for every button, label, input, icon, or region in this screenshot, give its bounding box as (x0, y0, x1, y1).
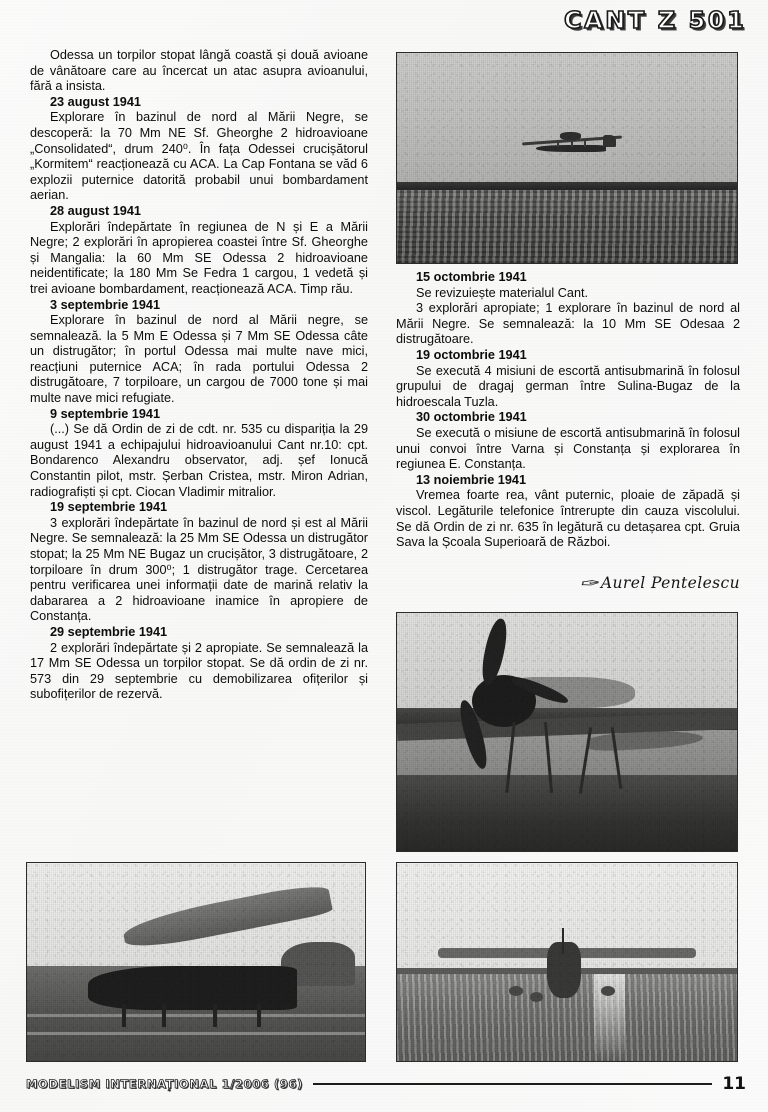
date-heading: 15 octombrie 1941 (416, 270, 527, 284)
slipway-rail (27, 1014, 365, 1017)
right-text-column (396, 270, 740, 551)
photo-wave-texture (397, 190, 737, 264)
photo-aircraft-on-cradle (26, 862, 366, 1062)
body-paragraph: Explorare în bazinul de nord al Mării Negre, se descoperă: la 70 Mm NE Sf. Gheorghe 2 hidroavioane „Consolidated“, drum 240⁰. În fața Odessei crucișătorul „Kormitem“ reacționează cu ACA. La Cap Fontana se văd 6 explozii puternice datorită probabil unui bombardament aerian. (30, 110, 368, 203)
photo-aircraft-in-flight (396, 52, 738, 264)
aircraft-strut (571, 140, 573, 147)
author-name: Aurel Pentelescu (600, 574, 740, 592)
body-paragraph: Odessa un torpilor stopat lângă coastă și două avioane de vânătoare care au încercat un atac asupra avioanului, fără a insista. (30, 48, 368, 94)
mooring-buoy (509, 986, 523, 996)
body-paragraph: 2 explorări îndepărtate și 2 apropiate. Se semnalează la 17 Mm SE Odessa un torpilor stopat. Se dă ordin de zi nr. 573 din 29 septembrie cu demobilizarea ofițerilor și subofițerilor de rezervă. (30, 640, 368, 702)
body-paragraph: 3 explorări apropiate; 1 explorare în bazinul de nord al Mării Negre. Se semnalează: la 10 Mm SE Odesaa 2 distrugătoare. (396, 301, 740, 347)
pen-flourish-icon: ✑ (577, 575, 601, 593)
aircraft-silhouette (533, 131, 615, 158)
body-paragraph: Vremea foarte rea, vânt puternic, ploaie de zăpadă și viscol. Legăturile telefonice întrerupte din cauza viscolului. Se dă Ordin de zi nr. 635 în legătură cu detașarea cpt. Gruia Sava la Școala Superioară de Război. (396, 488, 740, 550)
body-paragraph: Se execută o misiune de escortă antisubmarină în folosul unui convoi între Varna și Constanța și explorarea în regiunea E. Constanța. (396, 425, 740, 472)
date-heading: 19 octombrie 1941 (416, 347, 527, 362)
body-paragraph: (...) Se dă Ordin de zi de cdt. nr. 535 cu dispariția la 29 august 1941 a echipajului hidroavioanului Cant nr.10: cpt. Bondarenco Alexandru observator, adj. șef Ionucă Constantin pilot, mstr. Șerban Cristea, mstr. Miron Adrian, radiografiști și cpt. Ciocan Vladimir mitralior. (30, 422, 368, 499)
body-paragraph: Se execută 4 misiuni de escortă antisubmarină în folosul grupului de dragaj german între Sulina-Bugaz de la hidroescala Tuzla. (396, 363, 740, 409)
photo-sky (397, 53, 737, 185)
aircraft-strut (557, 140, 559, 147)
date-heading: 23 august 1941 (50, 94, 141, 109)
cradle-leg (162, 1004, 166, 1028)
mooring-buoy (601, 986, 615, 996)
date-heading: 3 septembrie 1941 (50, 297, 161, 312)
photo-aircraft-moored (396, 862, 738, 1062)
cradle-leg (122, 1004, 126, 1028)
author-signature (560, 574, 740, 592)
left-text-column (30, 48, 368, 703)
aircraft-tail (603, 135, 616, 147)
body-paragraph: 3 explorări îndepărtate în bazinul de nord și est al Mării Negre. Se semnalează: la 25 Mm SE Odessa un distrugător stopat; la 25 Mm NE Bugaz un crucișător, 3 distrugătoare, 2 torpiloare în drum 300⁰; 1 distrugător trage. Cercetarea pentru verificarea unei informații date de marină relativ la dabararea a 2 hidroavioane inamice în apropiere de Constanța. (30, 515, 368, 624)
page-footer (26, 1074, 746, 1094)
aircraft-strut (584, 140, 586, 147)
body-paragraph: Se revizuiește materialul Cant. (416, 285, 589, 300)
photo-hull-deck (397, 775, 737, 851)
publication-title: MODELISM INTERNAȚIONAL 1/2006 (96) (26, 1077, 303, 1091)
date-heading: 13 noiembrie 1941 (416, 472, 527, 487)
date-heading: 29 septembrie 1941 (50, 624, 168, 639)
page-number: 11 (722, 1074, 746, 1094)
page-title: CANT Z 501 (563, 8, 746, 34)
body-paragraph: Explorări îndepărtate în regiunea de N și E a Mării Negre; 2 explorări în apropierea coastei între Sf. Gheorghe și Mangalia: la 60 Mm SE Odessa 2 hidroavioane neidentificate; la 180 Mm Se Fedra 1 cargou, 1 vedetă și trei avioane bombardament, reacționează ACA. Timp rău. (30, 219, 368, 296)
mooring-buoy (530, 992, 544, 1002)
aircraft-engine-nacelle (560, 132, 581, 140)
aircraft-hull (88, 966, 298, 1010)
slipway-rail (27, 1032, 365, 1035)
cradle-leg (257, 1004, 261, 1028)
propeller (562, 928, 565, 954)
date-heading: 19 septembrie 1941 (50, 500, 168, 515)
date-heading: 28 august 1941 (50, 203, 141, 218)
photo-engine-nacelle (396, 612, 738, 852)
body-paragraph: Explorare în bazinul de nord al Mării negre, se semnalează. la 5 Mm E Odessa și 7 Mm SE Odessa câte un distrugător; în portul Odessa mai multe nave mici, reacțiuni puternice ACA; în rada portului Odessa 2 distrugătoare, 7 torpiloare, un cargou de 7000 tone și mai multe nave mici refugiate. (30, 313, 368, 406)
date-heading: 9 septembrie 1941 (50, 406, 161, 421)
footer-divider (313, 1083, 712, 1086)
cradle-leg (213, 1004, 217, 1028)
date-heading: 30 octombrie 1941 (416, 410, 527, 425)
